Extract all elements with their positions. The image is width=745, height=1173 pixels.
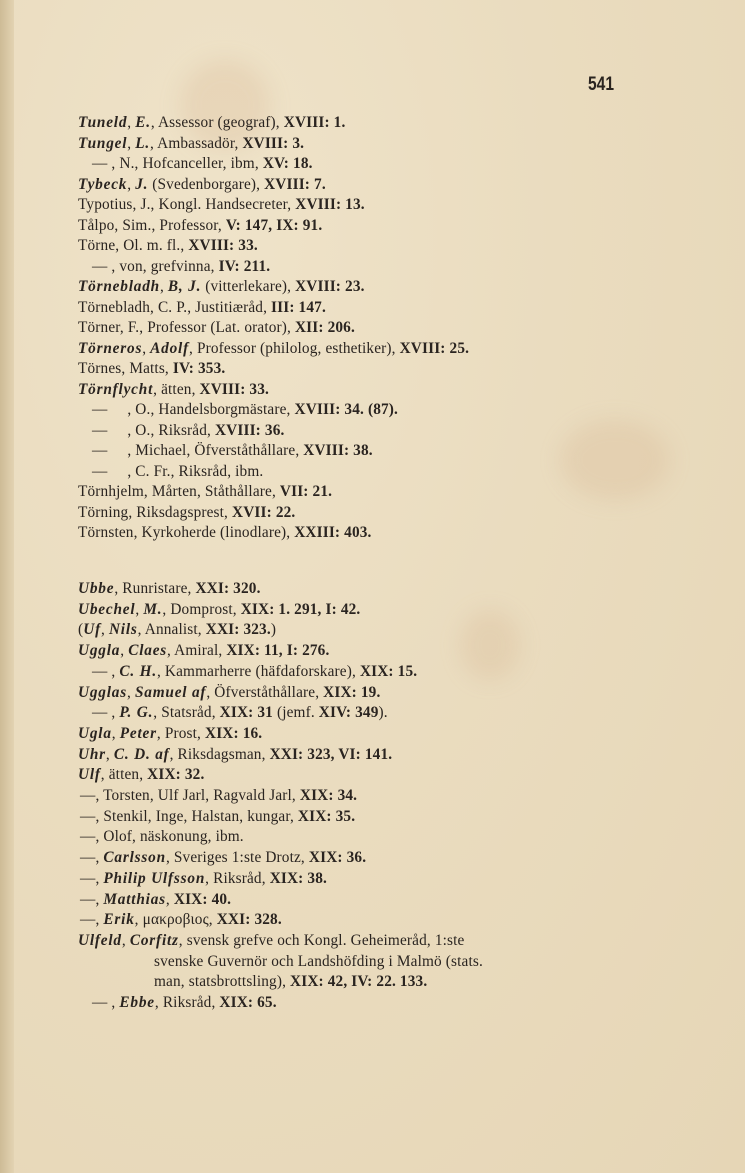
- entry-text: —,: [80, 849, 104, 867]
- index-entry: [78, 340, 469, 358]
- index-entry: [78, 381, 269, 399]
- index-entry: [80, 891, 231, 909]
- entry-reference: XIV: 349: [318, 704, 379, 722]
- index-entry: [92, 463, 263, 481]
- index-entry: [78, 932, 464, 950]
- entry-name: Uggla: [78, 642, 121, 660]
- entry-reference: XVIII: 36.: [214, 421, 285, 439]
- entry-text: man, statsbrottsling),: [154, 973, 291, 991]
- entry-name: Tybeck: [78, 175, 128, 193]
- entry-name: Nils: [108, 621, 138, 639]
- entry-name: Adolf: [150, 339, 189, 357]
- entry-text: — ,: [92, 704, 120, 722]
- entry-reference: IV: 211.: [218, 257, 271, 275]
- index-entry: [78, 278, 365, 296]
- entry-reference: XXI: 323.: [205, 621, 271, 639]
- entry-reference: IV: 353.: [172, 360, 226, 377]
- entry-text: ,: [101, 621, 109, 639]
- entry-text: ,: [135, 600, 144, 618]
- entry-text: , Prost,: [156, 724, 205, 742]
- index-entry: [80, 808, 355, 826]
- index-entry: [92, 258, 270, 276]
- entry-name: C. D. af: [113, 745, 170, 763]
- entry-name: Uf: [83, 621, 101, 639]
- entry-reference: XVIII: 13.: [295, 196, 365, 213]
- entry-text: —, Stenkil, Inge, Halstan, kungar,: [80, 807, 298, 825]
- entry-text: (Svedenborgare),: [148, 175, 265, 193]
- entry-name: Ugglas: [78, 683, 127, 701]
- index-entry: [78, 580, 261, 598]
- entry-name: Ubbe: [78, 580, 115, 597]
- entry-reference: XXI: 328.: [216, 911, 282, 929]
- entry-text: , ätten,: [153, 380, 200, 398]
- entry-text: ,: [142, 339, 151, 357]
- entry-text: Törne, Ol. m. fl.,: [78, 237, 189, 254]
- entry-text: Törnsten, Kyrkoherde (linodlare),: [78, 524, 295, 541]
- entry-reference: XIX: 16.: [205, 724, 263, 742]
- paper-stain: [560, 420, 670, 500]
- index-entry: [78, 483, 332, 501]
- entry-reference: XIX: 1. 291, I: 42.: [240, 600, 361, 618]
- entry-text: —: [92, 401, 108, 418]
- entry-text: —: [92, 421, 108, 439]
- entry-text: Tålpo, Sim., Professor,: [78, 216, 226, 234]
- index-entry: [92, 994, 277, 1012]
- entry-text: —: [92, 442, 108, 459]
- index-entry: [154, 953, 483, 971]
- entry-text: — , N., Hofcanceller, ibm,: [92, 155, 263, 172]
- entry-reference: XXI: 323, VI: 141.: [269, 745, 393, 763]
- entry-name: Matthias: [103, 890, 166, 908]
- entry-text: — , von, grefvinna,: [92, 257, 219, 275]
- entry-reference: XVIII: 33.: [199, 380, 270, 398]
- index-entry: [78, 299, 326, 317]
- index-entry: [78, 319, 355, 337]
- entry-reference: XVIII: 33.: [188, 237, 258, 254]
- page-number: 541: [588, 74, 614, 95]
- entry-text: , Amiral,: [167, 642, 227, 660]
- entry-reference: XV: 18.: [262, 155, 313, 172]
- entry-text: , Öfverståthållare,: [206, 683, 324, 701]
- index-entry: [78, 135, 304, 153]
- index-entry: [78, 524, 372, 542]
- index-entry: [80, 870, 327, 888]
- entry-name: Samuel af: [134, 683, 207, 701]
- entry-reference: XIX: 34.: [299, 787, 358, 804]
- entry-reference: XVII: 22.: [232, 503, 296, 521]
- entry-text: ).: [378, 704, 388, 722]
- entry-name: E.: [135, 114, 151, 131]
- entry-text: —, Olof, näskonung, ibm.: [80, 828, 244, 846]
- entry-name: J.: [135, 175, 149, 193]
- entry-text: ,: [111, 724, 120, 742]
- entry-text: —: [92, 462, 108, 480]
- index-entry: [78, 176, 326, 194]
- entry-text: (: [78, 621, 84, 639]
- entry-text: ,: [120, 642, 129, 660]
- entry-text: ,: [127, 114, 136, 131]
- entry-reference: VII: 21.: [279, 483, 333, 500]
- entry-text: , C. Fr., Riksråd, ibm.: [107, 462, 264, 480]
- entry-name: Uhr: [78, 745, 106, 763]
- entry-text: , Sveriges 1:ste Drotz,: [165, 849, 309, 867]
- entry-text: Typotius, J., Kongl. Handsecreter,: [78, 196, 296, 213]
- entry-text: Törnes, Matts,: [78, 360, 173, 377]
- entry-text: , O., Riksråd,: [107, 421, 215, 439]
- entry-reference: XVIII: 25.: [399, 339, 470, 357]
- entry-text: , Ambassadör,: [150, 134, 243, 152]
- entry-text: Törnebladh, C. P., Justitiæråd,: [78, 298, 272, 316]
- entry-text: Törning, Riksdagsprest,: [78, 503, 233, 521]
- entry-name: Corfitz: [129, 931, 179, 949]
- entry-name: C. H.: [119, 662, 157, 680]
- entry-name: B, J.: [167, 278, 202, 295]
- entry-text: , μακροβιος,: [134, 911, 217, 929]
- entry-text: , ätten,: [100, 766, 148, 784]
- index-entry: [92, 704, 388, 722]
- entry-text: , O., Handelsborgmästare,: [107, 401, 295, 418]
- entry-text: , Annalist,: [137, 621, 206, 639]
- entry-text: ): [270, 621, 277, 639]
- entry-reference: XIX: 65.: [219, 994, 277, 1011]
- paper-stain: [460, 610, 520, 680]
- entry-text: svenske Guvernör och Landshöfding i Malmö (stats.: [154, 952, 483, 970]
- entry-text: (jemf.: [272, 704, 319, 722]
- index-entry: [78, 237, 258, 255]
- entry-name: Claes: [128, 642, 168, 660]
- entry-reference: XIX: 31: [219, 704, 273, 722]
- index-entry: [78, 114, 345, 132]
- entry-reference: XIX: 36.: [308, 849, 367, 867]
- entry-reference: XVIII: 7.: [264, 175, 326, 193]
- entry-reference: XII: 206.: [294, 319, 355, 336]
- entry-text: ,: [121, 931, 130, 949]
- entry-reference: XIX: 38.: [269, 869, 327, 887]
- entry-text: , Runristare,: [114, 580, 196, 597]
- entry-name: Ulfeld: [78, 931, 122, 949]
- entry-text: ,: [127, 134, 136, 152]
- entry-reference: XIX: 19.: [323, 683, 381, 701]
- index-entry: [80, 787, 357, 805]
- entry-reference: XVIII: 3.: [242, 134, 305, 152]
- entry-name: Peter: [119, 724, 157, 742]
- entry-text: , Professor (philolog, esthetiker),: [189, 339, 400, 357]
- entry-text: —,: [80, 869, 104, 887]
- entry-text: —,: [80, 890, 104, 908]
- index-entry: [78, 217, 322, 235]
- entry-text: , Kammarherre (häfdaforskare),: [156, 662, 360, 680]
- entry-reference: XIX: 15.: [359, 662, 418, 680]
- entry-text: Törnhjelm, Mårten, Ståthållare,: [78, 483, 280, 500]
- entry-text: , Michael, Öfverståthållare,: [107, 442, 304, 459]
- index-entry: [78, 725, 262, 743]
- entry-name: Törneros: [78, 339, 143, 357]
- entry-reference: XVIII: 23.: [295, 278, 365, 295]
- index-entry: [92, 401, 398, 419]
- index-entry: [78, 504, 295, 522]
- entry-reference: XXI: 320.: [195, 580, 261, 597]
- entry-text: , Riksråd,: [154, 994, 220, 1011]
- entry-name: Erik: [103, 911, 135, 929]
- entry-reference: XIX: 32.: [147, 766, 205, 784]
- index-entry: [154, 973, 427, 991]
- entry-text: — ,: [92, 994, 120, 1011]
- entry-text: —, Torsten, Ulf Jarl, Ragvald Jarl,: [80, 787, 300, 804]
- entry-text: Törner, F., Professor (Lat. orator),: [78, 319, 295, 336]
- page-spine-shadow: [0, 0, 14, 1173]
- index-entry: [80, 849, 366, 867]
- entry-reference: V: 147, IX: 91.: [225, 216, 323, 234]
- entry-reference: XXIII: 403.: [294, 524, 372, 541]
- index-entry: [78, 684, 380, 702]
- entry-reference: XIX: 40.: [173, 890, 232, 908]
- index-entry: [78, 601, 360, 619]
- entry-text: , Riksråd,: [205, 869, 270, 887]
- entry-name: Tuneld: [78, 114, 128, 131]
- entry-text: , svensk grefve och Kongl. Geheimeråd, 1:ste: [178, 931, 465, 949]
- index-entry: [78, 766, 204, 784]
- entry-reference: XIX: 11, I: 276.: [226, 642, 330, 660]
- entry-reference: XIX: 35.: [297, 807, 356, 825]
- entry-text: ,: [127, 175, 136, 193]
- entry-reference: XIX: 42, IV: 22. 133.: [290, 973, 428, 991]
- index-entry: [92, 422, 284, 440]
- entry-text: ,: [105, 745, 114, 763]
- entry-name: Tungel: [78, 134, 128, 152]
- entry-text: — ,: [92, 662, 120, 680]
- entry-name: Ubechel: [78, 600, 136, 618]
- entry-reference: XVIII: 38.: [303, 442, 373, 459]
- entry-text: (vitterlekare),: [201, 278, 296, 295]
- entry-name: Törnflycht: [78, 380, 154, 398]
- index-entry: [80, 911, 282, 929]
- entry-name: P. G.: [119, 704, 154, 722]
- entry-name: L.: [135, 134, 151, 152]
- index-entry: [92, 155, 313, 173]
- entry-reference: XVIII: 1.: [283, 114, 346, 131]
- entry-text: , Riksdagsman,: [169, 745, 270, 763]
- entry-text: , Domprost,: [162, 600, 241, 618]
- index-entry: [92, 442, 373, 460]
- entry-name: M.: [143, 600, 163, 618]
- index-entry: [78, 196, 365, 214]
- entry-reference: XVIII: 34. (87).: [294, 401, 399, 418]
- entry-name: Philip Ulfsson: [103, 869, 206, 887]
- entry-text: ,: [127, 683, 135, 701]
- entry-name: Ebbe: [119, 994, 155, 1011]
- entry-reference: III: 147.: [271, 298, 326, 316]
- entry-text: , Statsråd,: [153, 704, 220, 722]
- index-entry: [78, 642, 329, 660]
- entry-name: Törnebladh: [78, 278, 160, 295]
- entry-text: ,: [159, 278, 168, 295]
- index-entry: [78, 621, 276, 639]
- entry-name: Carlsson: [103, 849, 166, 867]
- index-entry: [92, 663, 417, 681]
- entry-text: ,: [165, 890, 174, 908]
- entry-text: —,: [80, 911, 104, 929]
- index-entry: [78, 360, 225, 378]
- index-entry: [78, 746, 392, 764]
- entry-name: Ugla: [78, 724, 112, 742]
- index-entry: [80, 828, 244, 846]
- entry-text: , Assessor (geograf),: [150, 114, 284, 131]
- entry-name: Ulf: [78, 766, 101, 784]
